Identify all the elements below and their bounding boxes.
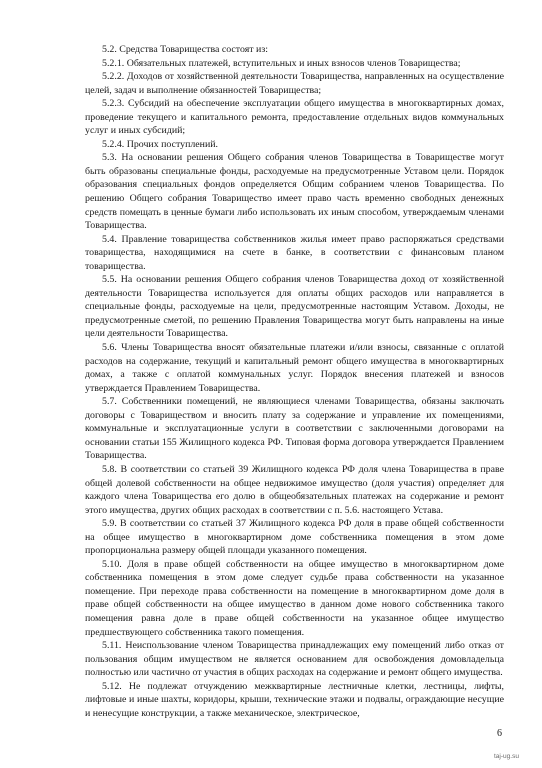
watermark-text: taj-ug.su bbox=[494, 753, 519, 760]
paragraph-5-9: 5.9. В соответствии со статьей 37 Жилищного кодекса РФ доля в праве общей собственности на общее имущество в многоквартирном доме собственника помещения в этом доме пропорциональна размеру общей площади указанного помещения. bbox=[85, 518, 504, 557]
paragraph-5-2: 5.2. Средства Товарищества состоят из: bbox=[102, 44, 268, 55]
paragraph-5-2-2: 5.2.2. Доходов от хозяйственной деятельности Товарищества, направленных на осуществление целей, задач и выполнение обязанностей Товарищества; bbox=[85, 71, 504, 96]
paragraph-5-7: 5.7. Собственники помещений, не являющиеся членами Товарищества, обязаны заключать договоры с Товариществом и вносить плату за содержание и управление их помещениями, коммунальные и эксплуатационные услуги в соответствии с заключенными договорами на основании статьи 155 Жилищного кодекса РФ. Типовая форма договора утверждается Правлением Товарищества. bbox=[85, 396, 504, 462]
paragraph-5-8: 5.8. В соответствии со статьей 39 Жилищного кодекса РФ доля члена Товарищества в праве общей долевой собственности на общее недвижимое имущество (доля участия) определяет для каждого члена Товарищества его долю в общеобязательных платежах на содержание и ремонт этого имущества, других общих расходах в соответствии с п. 5.6. настоящего Устава. bbox=[85, 463, 504, 516]
document-body bbox=[85, 43, 504, 720]
paragraph-5-5: 5.5. На основании решения Общего собрания членов Товарищества доход от хозяйственной деятельности Товарищества используется для оплаты общих расходов или направляется в специальные фонды, расходуемые на цели, предусмотренные настоящим Уставом. Доходы, не предусмотренные сметой, по решению Правления Товарищества могут быть направлены на иные цели деятельности Товарищества. bbox=[85, 274, 504, 340]
paragraph-5-2-4: 5.2.4. Прочих поступлений. bbox=[102, 138, 218, 150]
paragraph-5-4: 5.4. Правление товарищества собственников жилья имеет право распоряжаться средствами товарищества, находящимися на счете в банке, в соответствии с финансовым планом товарищества. bbox=[85, 233, 504, 272]
page-number: 6 bbox=[497, 728, 502, 739]
paragraph-5-2-3: 5.2.3. Субсидий на обеспечение эксплуатации общего имущества в многоквартирных домах, проведение текущего и капитального ремонта, предоставление отдельных видов коммунальных услуг и иных субсидий; bbox=[85, 98, 504, 137]
paragraph-5-10: 5.10. Доля в праве общей собственности на общее имущество в многоквартирном доме собственника помещения в этом доме следует судьбе права собственности на указанное помещение. При переходе права собственности на помещение в многоквартирном доме доля в праве общей собственности на общее имущество в данном доме нового собственника такого помещения равна доле в праве общей собственности на указанное общее имущество предшествующего собственника такого помещения. bbox=[85, 558, 504, 638]
paragraph-5-12: 5.12. Не подлежат отчуждению межквартирные лестничные клетки, лестницы, лифты, лифтовые и иные шахты, коридоры, крыши, технические этажи и подвалы, ограждающие несущие и ненесущие конструкции, а также механическое, электрическое, bbox=[85, 680, 504, 719]
paragraph-5-11: 5.11. Неиспользование членом Товарищества принадлежащих ему помещений либо отказ от пользования общим имуществом не является основанием для освобождения домовладельца полностью или частично от участия в общих расходах на содержание и ремонт общего имущества. bbox=[85, 640, 504, 679]
paragraph-5-2-1: 5.2.1. Обязательных платежей, вступительных и иных взносов членов Товарищества; bbox=[102, 57, 461, 69]
paragraph-5-6: 5.6. Члены Товарищества вносят обязательные платежи и/или взносы, связанные с оплатой расходов на содержание, текущий и капитальный ремонт общего имущества в многоквартирных домах, а также с оплатой коммунальных услуг. Порядок внесения платежей и взносов утверждается Правлением Товарищества. bbox=[85, 342, 504, 394]
paragraph-5-3: 5.3. На основании решения Общего собрания членов Товарищества в Товариществе могут быть образованы специальные фонды, расходуемые на предусмотренные Уставом цели. Порядок образования специальных фондов определяется Общим собранием членов Товарищества. По решению Общего собрания Товарищество имеет право часть временно свободных денежных средств помещать в ценные бумаги либо использовать их иным способом, утверждаемым членами Товарищества. bbox=[85, 152, 504, 232]
